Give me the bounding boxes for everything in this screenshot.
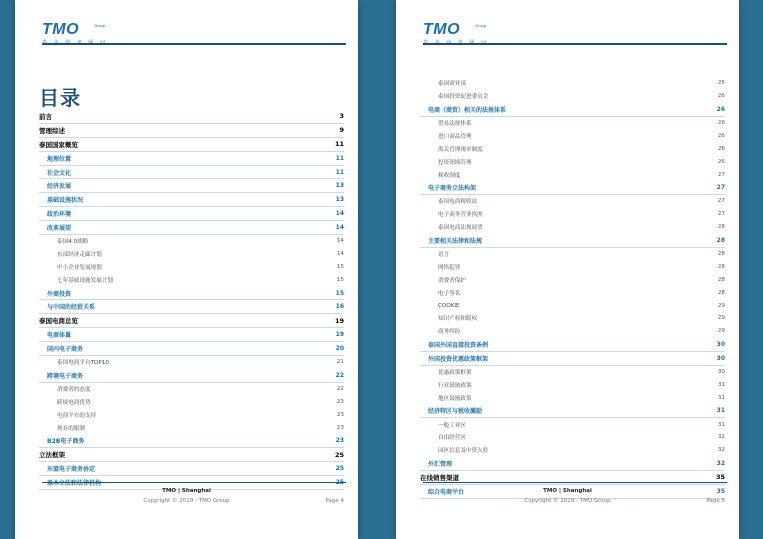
toc-entry[interactable] [420,352,725,366]
toc-entry[interactable] [39,409,344,422]
footer-divider [42,482,346,483]
toc-entry-title: 立法框架 [39,451,65,460]
toc-entry[interactable] [420,142,725,155]
toc-entry[interactable] [420,366,725,379]
toc-entry-title: 跨境电商优势 [57,400,91,407]
toc-entry-page: 13 [335,182,344,190]
toc-entry-title: 泰国商业部 [438,81,466,88]
page-right [396,0,739,539]
toc-entry-title: 消费者保护 [438,277,466,284]
toc-entry[interactable] [420,457,725,471]
toc-entry[interactable] [420,90,725,103]
toc-entry-title: 商务纠纷 [438,329,461,336]
toc-entry[interactable] [39,369,344,383]
toc-entry-title: 地区鼓励政策 [438,395,472,402]
toc-entry-title: 泰国电商平台TOP10 [57,360,109,367]
toc-entry[interactable] [420,325,725,338]
toc-entry-title: 电子商务立法构架 [428,185,477,193]
toc-entry-title: 东盟电子商务协定 [47,466,96,474]
toc-entry-page: 31 [717,394,725,401]
toc-entry-page: 11 [335,154,344,162]
toc-entry-page: 32 [716,459,725,467]
toc-entry[interactable] [39,221,344,235]
logo-subtitle: 泰 美 商 务 顾 问 [423,40,489,46]
toc-entry-title: 跨境电子商务 [47,372,84,380]
toc-entry-page: 28 [717,224,725,231]
toc-entry-title: 电商平台的支持 [57,413,97,420]
toc-entry[interactable] [420,103,725,117]
toc-entry[interactable] [39,235,344,248]
toc-entry[interactable] [420,221,725,234]
toc-entry[interactable] [39,110,344,124]
page-number: Page 5 [706,498,725,504]
toc-entry[interactable] [39,434,344,448]
toc-entry-page: 35 [715,473,725,482]
toc-entry-title: 进口商品管理 [438,134,472,140]
toc-entry-page: 11 [334,140,344,149]
footer-divider [423,482,727,483]
toc-entry-page: 25 [335,465,344,473]
toc-entry-title: 电商体量 [47,332,72,340]
toc-entry-title: 税收制度 [438,172,461,179]
toc-entry-title: 语言 [438,252,450,259]
toc-entry[interactable] [39,207,344,221]
toc-entry-title: 经济发展 [47,183,72,191]
footer-copyright: Copyright © 2019 - TMO Group [524,498,611,504]
toc-entry-page: 26 [717,133,725,139]
toc-entry-page: 30 [716,354,725,362]
toc-entry[interactable] [39,179,344,193]
toc-list-left [39,110,344,490]
toc-entry-title: 在线销售渠道 [420,473,459,482]
toc-entry[interactable] [420,77,725,90]
toc-entry-title: 地理位置 [47,155,72,163]
toc-entry[interactable] [39,462,344,476]
toc-entry-title: 外商投资 [47,290,72,298]
toc-entry-title: 泰国电商税收法 [438,199,478,206]
page-number: Page 4 [325,498,344,504]
toc-entry[interactable] [39,300,344,314]
toc-entry-page: 27 [717,211,725,218]
toc-entry[interactable] [420,168,725,181]
toc-entry-page: 25 [334,450,344,459]
toc-entry[interactable] [39,448,344,462]
toc-entry-page: 25 [335,478,344,486]
toc-entry[interactable] [420,444,725,457]
toc-entry-title: 自由经营区 [438,435,466,442]
toc-entry-page: 14 [336,251,344,258]
toc-entry-page: 28 [717,251,725,258]
toc-entry[interactable] [420,431,725,444]
toc-entry-title: 中小企业发展规划 [57,265,102,272]
toc-list-right [420,77,725,499]
header-divider [42,43,346,45]
toc-entry-title: 改革展望 [47,225,72,233]
header-divider [423,43,727,45]
toc-entry-page: 28 [717,263,725,270]
toc-entry[interactable] [39,193,344,207]
toc-entry-title: 一般工业区 [438,422,466,429]
toc-entry-title: 基础设施状况 [47,197,84,205]
toc-entry-page: 23 [336,424,344,431]
toc-entry[interactable] [39,342,344,356]
toc-entry-title: 消费者的态度 [57,387,91,394]
toc-entry-title: 知识产权和版权 [438,316,478,323]
toc-entry-page: 15 [336,277,344,284]
toc-entry-page: 31 [717,421,725,428]
toc-entry-title: 综合电商平台 [428,488,465,496]
toc-entry[interactable] [420,208,725,221]
toc-entry[interactable] [39,274,344,287]
toc-entry[interactable] [420,234,725,248]
toc-entry-page: 27 [717,171,725,178]
toc-entry-page: 20 [335,345,344,353]
toc-entry-page: 22 [335,371,344,379]
toc-entry-title: 泰国外国直接投资条例 [428,341,489,349]
logo-group-text: Group [475,23,487,28]
toc-entry-page: 31 [717,381,725,388]
toc-entry[interactable] [39,152,344,166]
toc-entry[interactable] [420,378,725,391]
toc-entry-page: 28 [717,276,725,283]
toc-entry-title: B2B电子商务 [47,438,85,446]
toc-entry-title: 海关管理规章制度 [438,146,483,153]
toc-entry-title: 泰国电商法规展望 [438,225,483,232]
toc-entry-page: 35 [716,487,725,495]
toc-entry-page: 29 [717,302,725,309]
toc-entry[interactable] [39,356,344,369]
toc-entry-page: 27 [716,184,725,192]
toc-entry-page: 9 [339,126,344,135]
toc-entry-title: 电商（商贸）相关的法规体系 [428,106,507,114]
toc-title: 目录 [39,86,81,110]
toc-entry[interactable] [420,286,725,299]
toc-entry-title: 基本立法和法律机构 [47,479,102,487]
toc-entry-page: 27 [717,198,725,205]
toc-entry[interactable] [420,273,725,286]
toc-entry-page: 30 [717,369,725,376]
toc-entry-title: 贸易法规体系 [438,121,472,128]
toc-entry-page: 32 [717,447,725,454]
toc-entry-title: 管理综述 [39,126,65,135]
toc-entry-title: 社会文化 [47,169,72,177]
toc-entry-title: 行业鼓励政策 [438,382,472,389]
toc-entry-page: 26 [717,93,725,100]
toc-entry-page: 13 [335,196,344,204]
toc-entry[interactable] [420,117,725,130]
toc-entry[interactable] [39,396,344,409]
footer-brand: TMO | Shanghai [543,488,592,494]
toc-entry-title: 园区信息及中资入驻 [438,448,489,455]
toc-entry-page: 26 [717,158,725,165]
toc-entry-page: 28 [717,289,725,296]
toc-entry[interactable] [39,138,344,152]
toc-entry-page: 29 [717,328,725,335]
toc-entry-title: 优惠政策框架 [438,370,472,377]
toc-entry-page: 19 [334,316,344,325]
toc-entry-title: 前言 [39,112,52,121]
toc-entry-page: 21 [336,359,344,366]
toc-entry[interactable] [420,418,725,431]
toc-entry[interactable] [420,195,725,208]
toc-entry[interactable] [420,155,725,168]
toc-entry-title: 外国投资优惠政策框架 [428,355,489,363]
toc-entry-title: 主要相关法律和法规 [428,237,483,245]
toc-entry[interactable] [39,248,344,261]
toc-entry[interactable] [39,328,344,342]
footer-brand: TMO | Shanghai [162,488,211,494]
toc-entry-title: 网络犯罪 [438,264,461,271]
logo-subtitle: 泰 美 商 务 顾 问 [42,40,108,46]
logo-text: TMO [423,21,461,38]
toc-entry-page: 11 [335,168,344,176]
toc-entry-title: 东部经济走廊计划 [57,252,102,259]
toc-entry-title: 泰国电商总览 [39,317,78,326]
toc-entry-title: 现有的限制 [57,425,85,432]
logo-group-text: Group [94,23,106,28]
toc-entry-page: 23 [335,437,344,445]
toc-entry-page: 26 [717,120,725,127]
toc-entry-page: 22 [336,386,344,393]
toc-entry-title: 泰国投资促进委员会 [438,94,489,101]
toc-entry-page: 26 [716,105,725,113]
toc-entry-page: 29 [717,315,725,322]
toc-entry[interactable] [420,181,725,195]
toc-entry-page: 31 [716,407,725,415]
toc-entry-page: 23 [336,412,344,419]
footer-copyright: Copyright © 2019 - TMO Group [143,498,230,504]
toc-entry-page: 30 [716,340,725,348]
toc-entry[interactable] [420,248,725,261]
toc-entry-title: 与中国的经贸关系 [47,304,96,312]
toc-entry-title: 电子签名 [438,290,461,297]
toc-entry-title: 泰国国家概览 [39,140,78,149]
toc-entry-page: 32 [717,434,725,441]
toc-entry-title: 经济特区与税收激励 [428,408,483,416]
toc-entry[interactable] [420,130,725,143]
toc-entry[interactable] [39,166,344,180]
logo-text: TMO [42,21,80,38]
toc-entry-page: 15 [336,264,344,271]
toc-entry-page: 16 [335,303,344,311]
toc-entry-page: 14 [335,224,344,232]
toc-entry-page: 19 [335,331,344,339]
toc-entry-title: 政治环境 [47,211,72,219]
toc-entry-page: 26 [717,145,725,152]
toc-entry[interactable] [420,404,725,418]
toc-entry[interactable] [39,314,344,328]
toc-entry-page: 28 [716,236,725,244]
toc-entry-page: 25 [717,80,725,87]
toc-entry-page: 14 [335,210,344,218]
toc-entry-title: COOKIE [438,302,460,309]
toc-entry[interactable] [420,299,725,312]
toc-entry-title: 泰国4.0战略 [57,239,89,246]
toc-entry-title: 外汇管理 [428,460,453,468]
toc-entry[interactable] [39,261,344,274]
toc-entry-title: 电子商务营业执照 [438,212,483,219]
toc-entry-title: 国内电子商务 [47,346,84,354]
toc-entry[interactable] [420,260,725,273]
toc-entry-title: 七年基础设施发展计划 [57,278,113,285]
toc-entry-page: 15 [335,289,344,297]
toc-entry[interactable] [420,312,725,325]
toc-entry-page: 3 [339,112,344,121]
toc-entry[interactable] [39,383,344,396]
toc-entry-page: 14 [336,238,344,245]
toc-entry[interactable] [39,287,344,301]
page-left [15,0,358,539]
toc-entry[interactable] [420,391,725,404]
toc-entry-page: 23 [336,399,344,406]
toc-entry[interactable] [420,338,725,352]
toc-entry-title: 投资领域管理 [438,159,472,166]
toc-entry[interactable] [39,421,344,434]
toc-entry[interactable] [39,124,344,138]
